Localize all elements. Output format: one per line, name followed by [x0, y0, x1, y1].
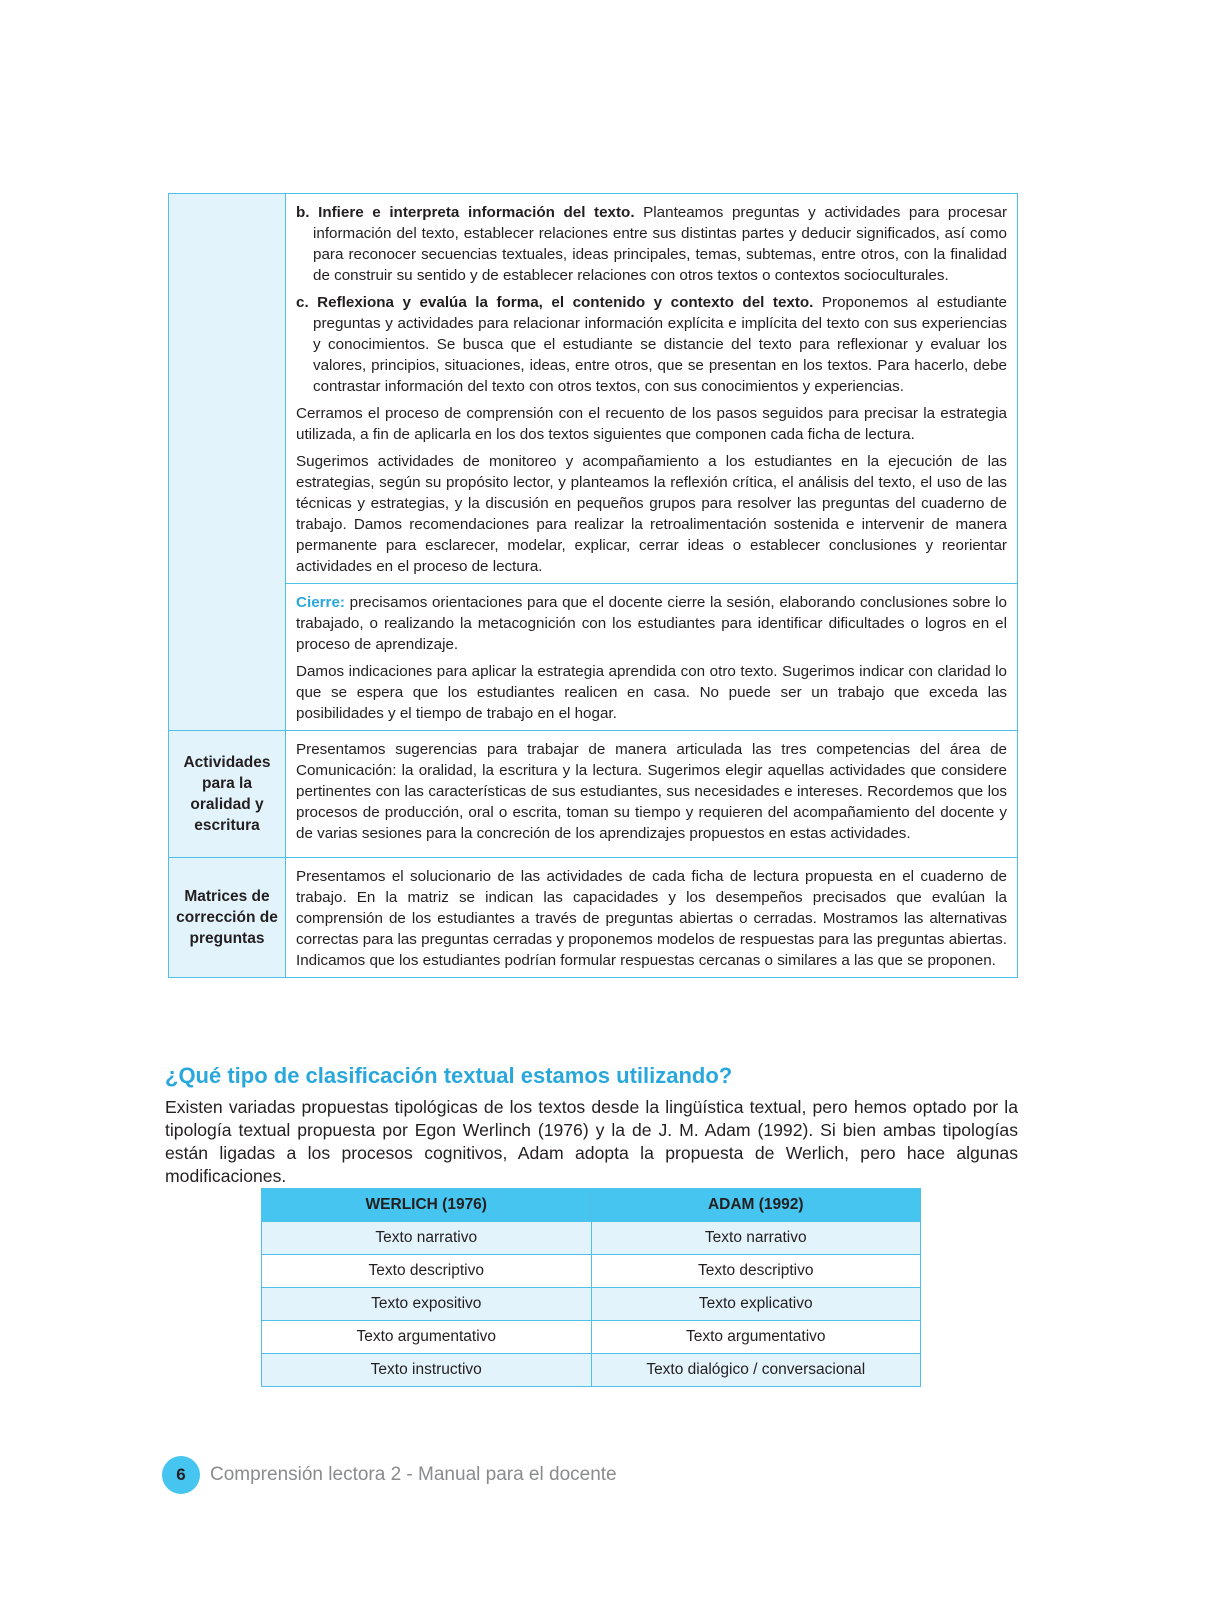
paragraph: Presentamos sugerencias para trabajar de manera articulada las tres competencias del área de Comunicación: la oralidad, la escritura y la lectura. Sugerimos elegir aquellas actividades que considere pertinentes con las características de sus estudiantes, sus necesidades e intereses. Recordemos que los procesos de producción, oral o escrita, toman su tiempo y requieren del acompañamiento del docente y de varias sesiones para la concreción de los aprendizajes propuestos en estas actividades. [296, 741, 1007, 842]
paragraph: Sugerimos actividades de monitoreo y acompañamiento a los estudiantes en la ejecución de las estrategias, según su propósito lector, y planteamos la reflexión crítica, el análisis del texto, el uso de las técnicas y estrategias, y la discusión en pequeños grupos para resolver las preguntas del cuaderno de trabajo. Damos recomendaciones para realizar la retroalimentación sostenida e intervenir de manera permanente para esclarecer, modelar, explicar, cerrar ideas o establecer conclusiones y reorientar actividades en el proceso de lectura. [296, 453, 1007, 575]
table-cell: Texto argumentativo [591, 1321, 921, 1354]
table-cell: Texto descriptivo [591, 1255, 921, 1288]
typology-comparison-table [261, 1188, 921, 1387]
table-cell: Texto descriptivo [262, 1255, 592, 1288]
table-cell: Texto narrativo [262, 1222, 592, 1255]
table-row [262, 1354, 921, 1387]
page-number-badge: 6 [162, 1456, 200, 1494]
guide-table [168, 193, 1018, 978]
item-c-title: c. Reflexiona y evalúa la forma, el contenido y contexto del texto. [296, 294, 814, 311]
table-row [262, 1255, 921, 1288]
table-cell: Texto instructivo [262, 1354, 592, 1387]
guide-row-content [286, 731, 1018, 858]
guide-row-content [286, 858, 1018, 978]
intro-paragraph: Existen variadas propuestas tipológicas de los textos desde la lingüística textual, pero hemos optado por la tipología textual propuesta por Egon Werlinch (1976) y la de J. M. Adam (1992). Si bien ambas tipologías están ligadas a los procesos cognitivos, Adam adopta la propuesta de Werlich, pero hace algunas modificaciones. [165, 1097, 1018, 1186]
cierre-paragraph [296, 592, 1007, 655]
item-b-title: b. Infiere e interpreta información del texto. [296, 204, 635, 221]
column-header-adam: ADAM (1992) [591, 1189, 921, 1222]
row-label-actividades: Actividades para la oralidad y escritura [169, 731, 286, 858]
table-header-row [262, 1189, 921, 1222]
cierre-label: Cierre: [296, 594, 345, 611]
list-item-b [296, 202, 1007, 286]
section-heading: ¿Qué tipo de clasificación textual estamos utilizando? [165, 1063, 733, 1088]
table-cell: Texto narrativo [591, 1222, 921, 1255]
table-cell: Texto expositivo [262, 1288, 592, 1321]
guide-row-content [286, 584, 1018, 731]
cierre-body: precisamos orientaciones para que el docente cierre la sesión, elaborando conclusiones sobre lo trabajado, o realizando la metacognición con los estudiantes para identificar dificultades o logros en el proceso de aprendizaje. [296, 594, 1007, 653]
table-cell: Texto argumentativo [262, 1321, 592, 1354]
row-label-matrices: Matrices de corrección de preguntas [169, 858, 286, 978]
paragraph: Damos indicaciones para aplicar la estrategia aprendida con otro texto. Sugerimos indicar con claridad lo que se espera que los estudiantes realicen en casa. No puede ser un trabajo que exceda las posibilidades y el tiempo de trabajo en el hogar. [296, 663, 1007, 722]
guide-row-label-empty [169, 194, 286, 731]
guide-row-content [286, 194, 1018, 584]
paragraph: Presentamos el solucionario de las actividades de cada ficha de lectura propuesta en el cuaderno de trabajo. En la matriz se indican las capacidades y los desempeños precisados que evalúan la comprensión de los estudiantes a través de preguntas abiertas o cerradas. Mostramos las alternativas correctas para las preguntas cerradas y proponemos modelos de respuestas para las preguntas abiertas. Indicamos que los estudiantes podrían formular respuestas cercanas o similares a las que se proponen. [296, 868, 1007, 969]
column-header-werlich: WERLICH (1976) [262, 1189, 592, 1222]
footer-title: Comprensión lectora 2 - Manual para el docente [210, 1464, 617, 1485]
table-row [262, 1288, 921, 1321]
item-b-body: Planteamos preguntas y actividades para procesar información del texto, establecer relaciones entre sus distintas partes y deducir significados, así como para reconocer secuencias textuales, ideas principales, temas, subtemas, entre otros, con la finalidad de construir su sentido y de establecer relaciones con otros textos o contextos socioculturales. [313, 204, 1007, 284]
paragraph: Cerramos el proceso de comprensión con el recuento de los pasos seguidos para precisar la estrategia utilizada, a fin de aplicarla en los dos textos siguientes que componen cada ficha de lectura. [296, 405, 1007, 443]
guide-row-matrices [169, 858, 1018, 978]
table-cell: Texto explicativo [591, 1288, 921, 1321]
guide-row-reading-process [169, 194, 1018, 584]
table-cell: Texto dialógico / conversacional [591, 1354, 921, 1387]
item-c-body: Proponemos al estudiante preguntas y actividades para relacionar información explícita e implícita del texto con sus experiencias y conocimientos. Se busca que el estudiante se distancie del texto para reflexionar y evaluar los valores, principios, situaciones, ideas, entre otros, que se presentan en los textos. Para hacerlo, debe contrastar información del texto con otros textos, con sus conocimientos y experiencias. [313, 294, 1007, 395]
guide-row-cierre [169, 584, 1018, 731]
table-row [262, 1222, 921, 1255]
table-row [262, 1321, 921, 1354]
list-item-c [296, 292, 1007, 397]
guide-row-oralidad [169, 731, 1018, 858]
